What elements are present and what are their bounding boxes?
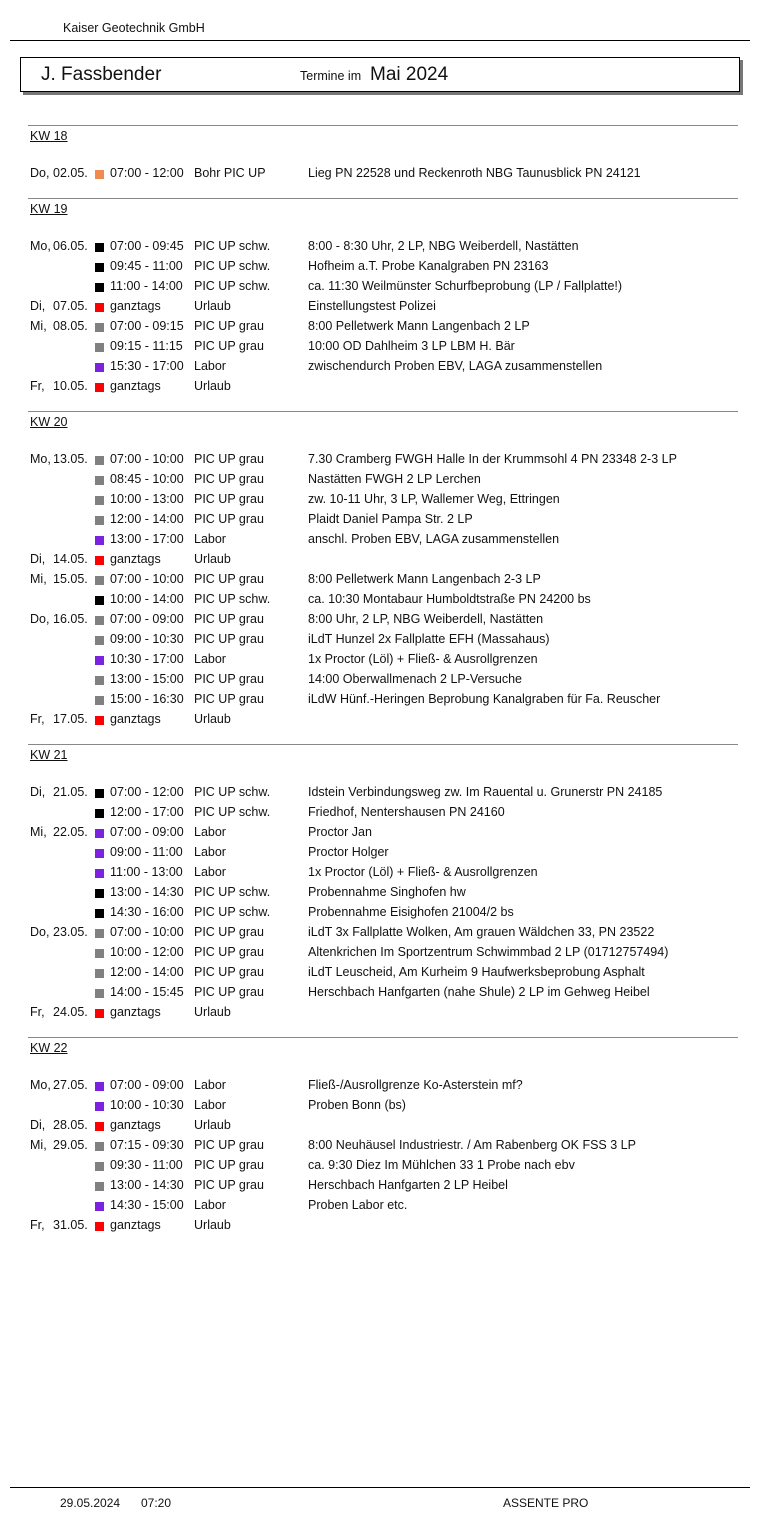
appointment-time: 14:00 - 15:45 bbox=[110, 985, 184, 999]
appointment-time: 10:00 - 12:00 bbox=[110, 945, 184, 959]
appointment-type: Urlaub bbox=[194, 299, 231, 313]
appointment-row[interactable] bbox=[0, 825, 780, 845]
category-color-marker bbox=[95, 456, 104, 465]
category-color-marker bbox=[95, 909, 104, 918]
appointment-time: ganztags bbox=[110, 552, 161, 566]
day-name: Do, bbox=[30, 925, 50, 939]
appointment-description: 14:00 Oberwallmenach 2 LP-Versuche bbox=[308, 672, 523, 686]
appointment-type: Bohr PIC UP bbox=[194, 166, 266, 180]
appointment-row[interactable] bbox=[0, 712, 780, 732]
appointment-time: 15:00 - 16:30 bbox=[110, 692, 184, 706]
category-color-marker bbox=[95, 283, 104, 292]
week-separator bbox=[28, 744, 738, 745]
appointment-row[interactable] bbox=[0, 379, 780, 399]
category-color-marker bbox=[95, 1009, 104, 1018]
appointment-time: ganztags bbox=[110, 299, 161, 313]
appointment-row[interactable] bbox=[0, 785, 780, 805]
category-color-marker bbox=[95, 323, 104, 332]
appointment-type: Urlaub bbox=[194, 379, 231, 393]
appointment-row[interactable] bbox=[0, 925, 780, 945]
appointment-type: Labor bbox=[194, 865, 226, 879]
appointment-description: zwischendurch Proben EBV, LAGA zusammenstellen bbox=[308, 359, 603, 373]
category-color-marker bbox=[95, 989, 104, 998]
appointment-row[interactable] bbox=[0, 612, 780, 632]
appointment-type: PIC UP schw. bbox=[194, 279, 271, 293]
day-name: Mi, bbox=[30, 825, 47, 839]
appointment-description: Lieg PN 22528 und Reckenroth NBG Taunusblick PN 24121 bbox=[308, 166, 641, 180]
appointment-description: 8:00 Uhr, 2 LP, NBG Weiberdell, Nastätten bbox=[308, 612, 544, 626]
appointment-row[interactable] bbox=[0, 965, 780, 985]
appointment-time: 13:00 - 14:30 bbox=[110, 1178, 184, 1192]
appointment-time: 08:45 - 10:00 bbox=[110, 472, 184, 486]
category-color-marker bbox=[95, 536, 104, 545]
appointment-row[interactable] bbox=[0, 865, 780, 885]
category-color-marker bbox=[95, 556, 104, 565]
day-date: 28.05. bbox=[53, 1118, 88, 1132]
week-separator bbox=[28, 1037, 738, 1038]
category-color-marker bbox=[95, 476, 104, 485]
day-name: Do, bbox=[30, 166, 50, 180]
category-color-marker bbox=[95, 576, 104, 585]
appointment-description: Plaidt Daniel Pampa Str. 2 LP bbox=[308, 512, 473, 526]
appointment-type: PIC UP grau bbox=[194, 612, 264, 626]
category-color-marker bbox=[95, 809, 104, 818]
appointment-time: 13:00 - 15:00 bbox=[110, 672, 184, 686]
day-date: 22.05. bbox=[53, 825, 88, 839]
appointment-row[interactable] bbox=[0, 512, 780, 532]
footer-rule bbox=[10, 1487, 750, 1488]
category-color-marker bbox=[95, 1102, 104, 1111]
day-name: Di, bbox=[30, 1118, 46, 1132]
footer-app: ASSENTE PRO bbox=[503, 1496, 589, 1510]
appointment-type: Labor bbox=[194, 652, 226, 666]
day-name: Mo, bbox=[30, 239, 51, 253]
appointment-type: PIC UP grau bbox=[194, 512, 264, 526]
category-color-marker bbox=[95, 516, 104, 525]
day-date: 31.05. bbox=[53, 1218, 88, 1232]
appointment-time: 10:30 - 17:00 bbox=[110, 652, 184, 666]
appointment-row[interactable] bbox=[0, 885, 780, 905]
appointment-type: PIC UP grau bbox=[194, 1178, 264, 1192]
appointment-time: 09:15 - 11:15 bbox=[110, 339, 183, 353]
appointment-time: 12:00 - 14:00 bbox=[110, 512, 184, 526]
appointment-row[interactable] bbox=[0, 532, 780, 552]
appointment-time: 09:45 - 11:00 bbox=[110, 259, 183, 273]
appointment-description: Proben Bonn (bs) bbox=[308, 1098, 406, 1112]
category-color-marker bbox=[95, 616, 104, 625]
appointment-time: ganztags bbox=[110, 712, 161, 726]
appointment-time: 15:30 - 17:00 bbox=[110, 359, 184, 373]
header-rule bbox=[10, 40, 750, 41]
day-date: 06.05. bbox=[53, 239, 88, 253]
appointment-time: 07:00 - 12:00 bbox=[110, 166, 184, 180]
appointment-row[interactable] bbox=[0, 632, 780, 652]
appointment-row[interactable] bbox=[0, 845, 780, 865]
appointment-type: PIC UP grau bbox=[194, 965, 264, 979]
appointment-type: Labor bbox=[194, 359, 226, 373]
appointment-row[interactable] bbox=[0, 1198, 780, 1218]
appointment-row[interactable] bbox=[0, 1218, 780, 1238]
appointment-description: ca. 11:30 Weilmünster Schurfbeprobung (LP / Fallplatte!) bbox=[308, 279, 623, 293]
appointment-type: Labor bbox=[194, 532, 226, 546]
week-label: KW 19 bbox=[30, 202, 68, 216]
person-name: J. Fassbender bbox=[41, 64, 162, 85]
category-color-marker bbox=[95, 636, 104, 645]
appointment-description: zw. 10-11 Uhr, 3 LP, Wallemer Weg, Ettringen bbox=[308, 492, 560, 506]
appointment-time: 07:00 - 09:15 bbox=[110, 319, 184, 333]
appointment-time: 14:30 - 15:00 bbox=[110, 1198, 184, 1212]
appointment-time: ganztags bbox=[110, 1218, 161, 1232]
appointment-description: ca. 9:30 Diez Im Mühlchen 33 1 Probe nach ebv bbox=[308, 1158, 575, 1172]
footer-date: 29.05.2024 bbox=[60, 1496, 121, 1510]
appointment-type: PIC UP grau bbox=[194, 1158, 264, 1172]
category-color-marker bbox=[95, 596, 104, 605]
appointment-row[interactable] bbox=[0, 692, 780, 712]
appointment-time: 11:00 - 13:00 bbox=[110, 865, 183, 879]
day-date: 29.05. bbox=[53, 1138, 88, 1152]
appointment-description: Fließ-/Ausrollgrenze Ko-Asterstein mf? bbox=[308, 1078, 523, 1092]
appointment-row[interactable] bbox=[0, 299, 780, 319]
category-color-marker bbox=[95, 263, 104, 272]
appointment-description: Proben Labor etc. bbox=[308, 1198, 408, 1212]
appointment-description: 1x Proctor (Löl) + Fließ- & Ausrollgrenzen bbox=[308, 652, 538, 666]
appointment-description: iLdT Hunzel 2x Fallplatte EFH (Massahaus) bbox=[308, 632, 550, 646]
day-name: Do, bbox=[30, 612, 50, 626]
appointment-time: ganztags bbox=[110, 1005, 161, 1019]
category-color-marker bbox=[95, 363, 104, 372]
appointment-description: Probennahme Eisighofen 21004/2 bs bbox=[308, 905, 514, 919]
appointment-time: 07:00 - 10:00 bbox=[110, 572, 184, 586]
appointment-type: PIC UP schw. bbox=[194, 905, 271, 919]
appointment-time: 12:00 - 17:00 bbox=[110, 805, 184, 819]
appointment-type: PIC UP grau bbox=[194, 632, 264, 646]
week-separator bbox=[28, 411, 738, 412]
appointment-type: PIC UP grau bbox=[194, 1138, 264, 1152]
appointment-time: ganztags bbox=[110, 1118, 161, 1132]
appointment-row[interactable] bbox=[0, 492, 780, 512]
category-color-marker bbox=[95, 303, 104, 312]
category-color-marker bbox=[95, 170, 104, 179]
appointment-row[interactable] bbox=[0, 166, 780, 186]
category-color-marker bbox=[95, 1082, 104, 1091]
appointment-type: Urlaub bbox=[194, 712, 231, 726]
appointment-description: 8:00 Neuhäusel Industriestr. / Am Rabenberg OK FSS 3 LP bbox=[308, 1138, 636, 1152]
category-color-marker bbox=[95, 1182, 104, 1191]
appointment-description: 10:00 OD Dahlheim 3 LP LBM H. Bär bbox=[308, 339, 515, 353]
footer-time: 07:20 bbox=[141, 1496, 172, 1510]
title-box bbox=[20, 57, 740, 92]
appointment-description: 8:00 Pelletwerk Mann Langenbach 2 LP bbox=[308, 319, 530, 333]
category-color-marker bbox=[95, 383, 104, 392]
day-date: 17.05. bbox=[53, 712, 88, 726]
category-color-marker bbox=[95, 949, 104, 958]
appointment-row[interactable] bbox=[0, 1078, 780, 1098]
appointment-time: 07:00 - 12:00 bbox=[110, 785, 184, 799]
day-name: Fr, bbox=[30, 712, 45, 726]
category-color-marker bbox=[95, 889, 104, 898]
appointment-row[interactable] bbox=[0, 279, 780, 299]
day-name: Di, bbox=[30, 785, 46, 799]
appointment-description: Nastätten FWGH 2 LP Lerchen bbox=[308, 472, 481, 486]
appointment-type: PIC UP schw. bbox=[194, 239, 271, 253]
appointment-row[interactable] bbox=[0, 805, 780, 825]
appointment-description: 8:00 - 8:30 Uhr, 2 LP, NBG Weiberdell, Nastätten bbox=[308, 239, 579, 253]
day-name: Fr, bbox=[30, 379, 45, 393]
appointment-description: ca. 10:30 Montabaur Humboldtstraße PN 24200 bs bbox=[308, 592, 591, 606]
appointment-row[interactable] bbox=[0, 945, 780, 965]
appointment-time: ganztags bbox=[110, 379, 161, 393]
appointment-row[interactable] bbox=[0, 239, 780, 259]
day-date: 27.05. bbox=[53, 1078, 88, 1092]
appointment-type: PIC UP schw. bbox=[194, 805, 271, 819]
appointment-row[interactable] bbox=[0, 552, 780, 572]
appointment-type: Labor bbox=[194, 1078, 226, 1092]
appointment-description: Probennahme Singhofen hw bbox=[308, 885, 466, 899]
day-date: 02.05. bbox=[53, 166, 88, 180]
appointment-description: iLdT 3x Fallplatte Wolken, Am grauen Wäldchen 33, PN 23522 bbox=[308, 925, 655, 939]
appointment-description: 8:00 Pelletwerk Mann Langenbach 2-3 LP bbox=[308, 572, 541, 586]
appointment-row[interactable] bbox=[0, 672, 780, 692]
appointment-time: 09:00 - 10:30 bbox=[110, 632, 184, 646]
appointment-type: PIC UP grau bbox=[194, 319, 264, 333]
day-name: Fr, bbox=[30, 1005, 45, 1019]
appointment-type: Urlaub bbox=[194, 552, 231, 566]
week-separator bbox=[28, 198, 738, 199]
appointment-row[interactable] bbox=[0, 319, 780, 339]
appointment-description: 1x Proctor (Löl) + Fließ- & Ausrollgrenzen bbox=[308, 865, 538, 879]
day-name: Mi, bbox=[30, 572, 47, 586]
day-date: 15.05. bbox=[53, 572, 88, 586]
category-color-marker bbox=[95, 969, 104, 978]
appointment-row[interactable] bbox=[0, 452, 780, 472]
appointment-type: Labor bbox=[194, 1098, 226, 1112]
appointment-description: Altenkrichen Im Sportzentrum Schwimmbad 2 LP (01712757494) bbox=[308, 945, 669, 959]
appointment-row[interactable] bbox=[0, 592, 780, 612]
appointment-description: Einstellungstest Polizei bbox=[308, 299, 436, 313]
appointment-time: 13:00 - 17:00 bbox=[110, 532, 184, 546]
category-color-marker bbox=[95, 869, 104, 878]
appointment-row[interactable] bbox=[0, 985, 780, 1005]
appointment-time: 07:15 - 09:30 bbox=[110, 1138, 184, 1152]
appointment-type: PIC UP grau bbox=[194, 572, 264, 586]
appointment-type: PIC UP schw. bbox=[194, 592, 271, 606]
category-color-marker bbox=[95, 656, 104, 665]
day-name: Di, bbox=[30, 552, 46, 566]
appointment-time: 07:00 - 09:00 bbox=[110, 1078, 184, 1092]
appointment-type: PIC UP grau bbox=[194, 985, 264, 999]
day-name: Mo, bbox=[30, 1078, 51, 1092]
day-date: 07.05. bbox=[53, 299, 88, 313]
day-name: Fr, bbox=[30, 1218, 45, 1232]
appointment-time: 13:00 - 14:30 bbox=[110, 885, 184, 899]
category-color-marker bbox=[95, 696, 104, 705]
appointment-description: 7.30 Cramberg FWGH Halle In der Krummsohl 4 PN 23348 2-3 LP bbox=[308, 452, 677, 466]
appointment-row[interactable] bbox=[0, 1098, 780, 1118]
appointment-time: 10:00 - 14:00 bbox=[110, 592, 184, 606]
appointment-row[interactable] bbox=[0, 339, 780, 359]
week-separator bbox=[28, 125, 738, 126]
day-name: Mi, bbox=[30, 1138, 47, 1152]
appointment-time: 09:00 - 11:00 bbox=[110, 845, 183, 859]
category-color-marker bbox=[95, 1142, 104, 1151]
appointment-time: 14:30 - 16:00 bbox=[110, 905, 184, 919]
category-color-marker bbox=[95, 929, 104, 938]
day-date: 08.05. bbox=[53, 319, 88, 333]
termine-label: Termine im bbox=[300, 69, 362, 83]
category-color-marker bbox=[95, 343, 104, 352]
day-name: Mi, bbox=[30, 319, 47, 333]
appointment-row[interactable] bbox=[0, 1118, 780, 1138]
appointment-type: PIC UP schw. bbox=[194, 785, 271, 799]
appointment-description: Herschbach Hanfgarten 2 LP Heibel bbox=[308, 1178, 508, 1192]
appointment-type: PIC UP grau bbox=[194, 925, 264, 939]
category-color-marker bbox=[95, 1122, 104, 1131]
week-label: KW 20 bbox=[30, 415, 68, 429]
appointment-type: Urlaub bbox=[194, 1005, 231, 1019]
appointment-type: Labor bbox=[194, 1198, 226, 1212]
appointment-row[interactable] bbox=[0, 572, 780, 592]
appointment-row[interactable] bbox=[0, 472, 780, 492]
appointment-type: PIC UP grau bbox=[194, 492, 264, 506]
appointment-time: 11:00 - 14:00 bbox=[110, 279, 183, 293]
category-color-marker bbox=[95, 1202, 104, 1211]
day-date: 10.05. bbox=[53, 379, 88, 393]
appointment-description: iLdT Leuscheid, Am Kurheim 9 Haufwerksbeprobung Asphalt bbox=[308, 965, 645, 979]
appointment-row[interactable] bbox=[0, 1178, 780, 1198]
appointment-type: PIC UP schw. bbox=[194, 885, 271, 899]
day-date: 13.05. bbox=[53, 452, 88, 466]
appointment-time: 07:00 - 10:00 bbox=[110, 925, 184, 939]
appointment-row[interactable] bbox=[0, 1138, 780, 1158]
appointment-type: PIC UP grau bbox=[194, 672, 264, 686]
appointment-row[interactable] bbox=[0, 1158, 780, 1178]
week-label: KW 18 bbox=[30, 129, 68, 143]
category-color-marker bbox=[95, 496, 104, 505]
appointment-description: Hofheim a.T. Probe Kanalgraben PN 23163 bbox=[308, 259, 549, 273]
category-color-marker bbox=[95, 716, 104, 725]
appointment-time: 07:00 - 09:45 bbox=[110, 239, 184, 253]
day-date: 16.05. bbox=[53, 612, 88, 626]
appointment-time: 10:00 - 10:30 bbox=[110, 1098, 184, 1112]
appointment-type: Urlaub bbox=[194, 1118, 231, 1132]
appointment-description: iLdW Hünf.-Heringen Beprobung Kanalgraben für Fa. Reuscher bbox=[308, 692, 661, 706]
appointment-description: Proctor Jan bbox=[308, 825, 372, 839]
appointment-type: Labor bbox=[194, 845, 226, 859]
category-color-marker bbox=[95, 849, 104, 858]
appointment-description: Friedhof, Nentershausen PN 24160 bbox=[308, 805, 505, 819]
category-color-marker bbox=[95, 1222, 104, 1231]
appointment-type: Labor bbox=[194, 825, 226, 839]
appointment-time: 12:00 - 14:00 bbox=[110, 965, 184, 979]
appointment-time: 09:30 - 11:00 bbox=[110, 1158, 183, 1172]
appointment-type: PIC UP grau bbox=[194, 472, 264, 486]
appointment-description: anschl. Proben EBV, LAGA zusammenstellen bbox=[308, 532, 560, 546]
day-name: Mo, bbox=[30, 452, 51, 466]
category-color-marker bbox=[95, 789, 104, 798]
appointment-row[interactable] bbox=[0, 259, 780, 279]
day-date: 24.05. bbox=[53, 1005, 88, 1019]
appointment-row[interactable] bbox=[0, 359, 780, 379]
appointment-type: PIC UP grau bbox=[194, 692, 264, 706]
day-date: 14.05. bbox=[53, 552, 88, 566]
appointment-type: PIC UP schw. bbox=[194, 259, 271, 273]
appointment-type: PIC UP grau bbox=[194, 945, 264, 959]
day-date: 21.05. bbox=[53, 785, 88, 799]
appointment-type: Urlaub bbox=[194, 1218, 231, 1232]
appointment-time: 07:00 - 10:00 bbox=[110, 452, 184, 466]
company-name: Kaiser Geotechnik GmbH bbox=[63, 21, 205, 35]
day-date: 23.05. bbox=[53, 925, 88, 939]
appointment-time: 10:00 - 13:00 bbox=[110, 492, 184, 506]
appointment-description: Herschbach Hanfgarten (nahe Shule) 2 LP im Gehweg Heibel bbox=[308, 985, 650, 999]
category-color-marker bbox=[95, 243, 104, 252]
month-title: Mai 2024 bbox=[370, 64, 449, 85]
category-color-marker bbox=[95, 1162, 104, 1171]
category-color-marker bbox=[95, 676, 104, 685]
appointment-description: Idstein Verbindungsweg zw. Im Rauental u. Grunerstr PN 24185 bbox=[308, 785, 663, 799]
category-color-marker bbox=[95, 829, 104, 838]
week-label: KW 22 bbox=[30, 1041, 68, 1055]
appointment-time: 07:00 - 09:00 bbox=[110, 825, 184, 839]
day-name: Di, bbox=[30, 299, 46, 313]
appointment-description: Proctor Holger bbox=[308, 845, 389, 859]
appointment-row[interactable] bbox=[0, 905, 780, 925]
appointment-type: PIC UP grau bbox=[194, 339, 264, 353]
appointment-row[interactable] bbox=[0, 652, 780, 672]
appointment-type: PIC UP grau bbox=[194, 452, 264, 466]
week-label: KW 21 bbox=[30, 748, 68, 762]
appointment-row[interactable] bbox=[0, 1005, 780, 1025]
appointment-time: 07:00 - 09:00 bbox=[110, 612, 184, 626]
